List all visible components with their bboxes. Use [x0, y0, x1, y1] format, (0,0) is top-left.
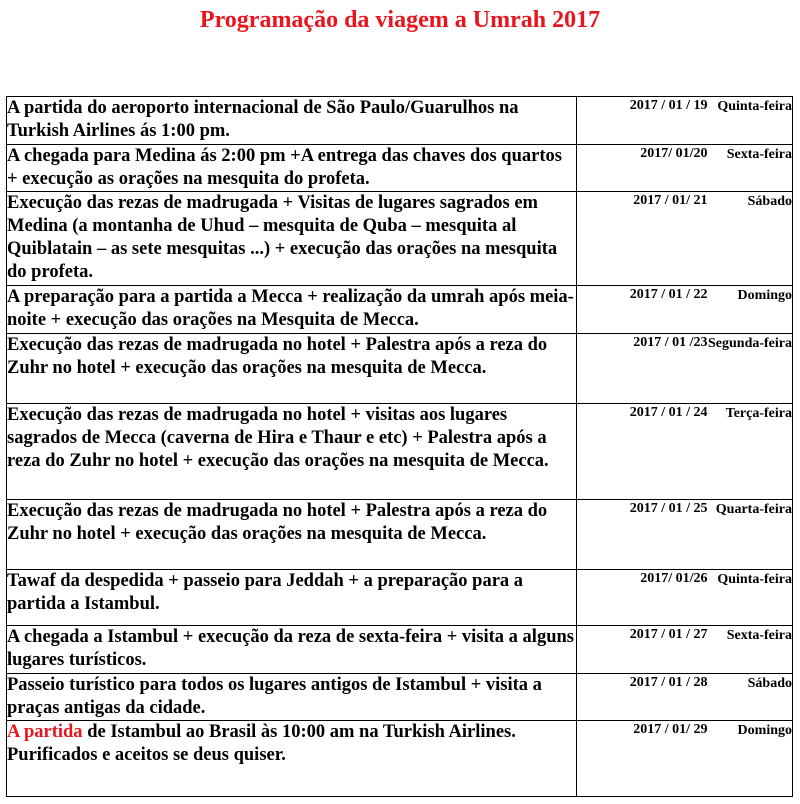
activity-cell: A preparação para a partida a Mecca + realização da umrah após meia-noite + execução das orações na Mesquita de Mecca. — [7, 286, 577, 334]
date-cell: 2017 / 01 / 27 — [577, 626, 708, 674]
weekday-cell: Segunda-feira — [708, 334, 793, 404]
table-row — [7, 286, 793, 334]
activity-cell: A chegada para Medina ás 2:00 pm +A entrega das chaves dos quartos + execução as orações na mesquita do profeta. — [7, 145, 577, 192]
activity-cell: A partida do aeroporto internacional de São Paulo/Guarulhos na Turkish Airlines ás 1:00 pm. — [7, 97, 577, 145]
activity-cell: Execução das rezas de madrugada no hotel + Palestra após a reza do Zuhr no hotel + execução das orações na mesquita de Mecca. — [7, 500, 577, 570]
activity-text: de Istambul ao Brasil às 10:00 am na Turkish Airlines. Purificados e aceitos se deus quiser. — [7, 722, 516, 765]
activity-cell: Execução das rezas de madrugada no hotel + Palestra após a reza do Zuhr no hotel + execução das orações na mesquita de Mecca. — [7, 334, 577, 404]
table-row — [7, 626, 793, 674]
date-cell: 2017 / 01 / 24 — [577, 404, 708, 500]
weekday-cell: Sexta-feira — [708, 145, 793, 192]
activity-cell: Passeio turístico para todos os lugares antigos de Istambul + visita a praças antigas da cidade. — [7, 674, 577, 721]
activity-cell: Tawaf da despedida + passeio para Jeddah + a preparação para a partida a Istambul. — [7, 570, 577, 626]
weekday-cell: Sexta-feira — [708, 626, 793, 674]
activity-cell: A chegada a Istambul + execução da reza de sexta-feira + visita a alguns lugares turísticos. — [7, 626, 577, 674]
weekday-cell: Terça-feira — [708, 404, 793, 500]
page-title: Programação da viagem a Umrah 2017 — [199, 7, 601, 33]
weekday-cell: Quarta-feira — [708, 500, 793, 570]
activity-cell: Execução das rezas de madrugada + Visitas de lugares sagrados em Medina (a montanha de Uhud – mesquita de Quba – mesquita al Quiblatain – as sete mesquitas ...) + execução das orações na mesquita do profeta. — [7, 192, 577, 286]
departure-highlight: A partida — [7, 722, 83, 742]
table-row — [7, 500, 793, 570]
date-cell: 2017/ 01/20 — [577, 145, 708, 192]
date-cell: 2017 / 01 / 22 — [577, 286, 708, 334]
table-row — [7, 570, 793, 626]
table-row — [7, 334, 793, 404]
table-row — [7, 97, 793, 145]
schedule-table — [6, 96, 793, 797]
activity-cell: Execução das rezas de madrugada no hotel + visitas aos lugares sagrados de Mecca (caverna de Hira e Thaur e etc) + Palestra após a reza do Zuhr no hotel + execução das orações na mesquita de Mecca. — [7, 404, 577, 500]
date-cell: 2017/ 01/26 — [577, 570, 708, 626]
table-row — [7, 145, 793, 192]
date-cell: 2017 / 01 / 25 — [577, 500, 708, 570]
weekday-cell: Quinta-feira — [708, 97, 793, 145]
table-row — [7, 674, 793, 721]
table-row — [7, 721, 793, 797]
weekday-cell: Sábado — [708, 674, 793, 721]
table-row — [7, 404, 793, 500]
date-cell: 2017 / 01 / 28 — [577, 674, 708, 721]
weekday-cell: Domingo — [708, 286, 793, 334]
weekday-cell: Quinta-feira — [708, 570, 793, 626]
activity-cell — [7, 721, 577, 797]
date-cell: 2017 / 01/ 21 — [577, 192, 708, 286]
date-cell: 2017 / 01 / 19 — [577, 97, 708, 145]
table-row — [7, 192, 793, 286]
date-cell: 2017 / 01/ 29 — [577, 721, 708, 797]
date-cell: 2017 / 01 /23 — [577, 334, 708, 404]
weekday-cell: Sábado — [708, 192, 793, 286]
weekday-cell: Domingo — [708, 721, 793, 797]
